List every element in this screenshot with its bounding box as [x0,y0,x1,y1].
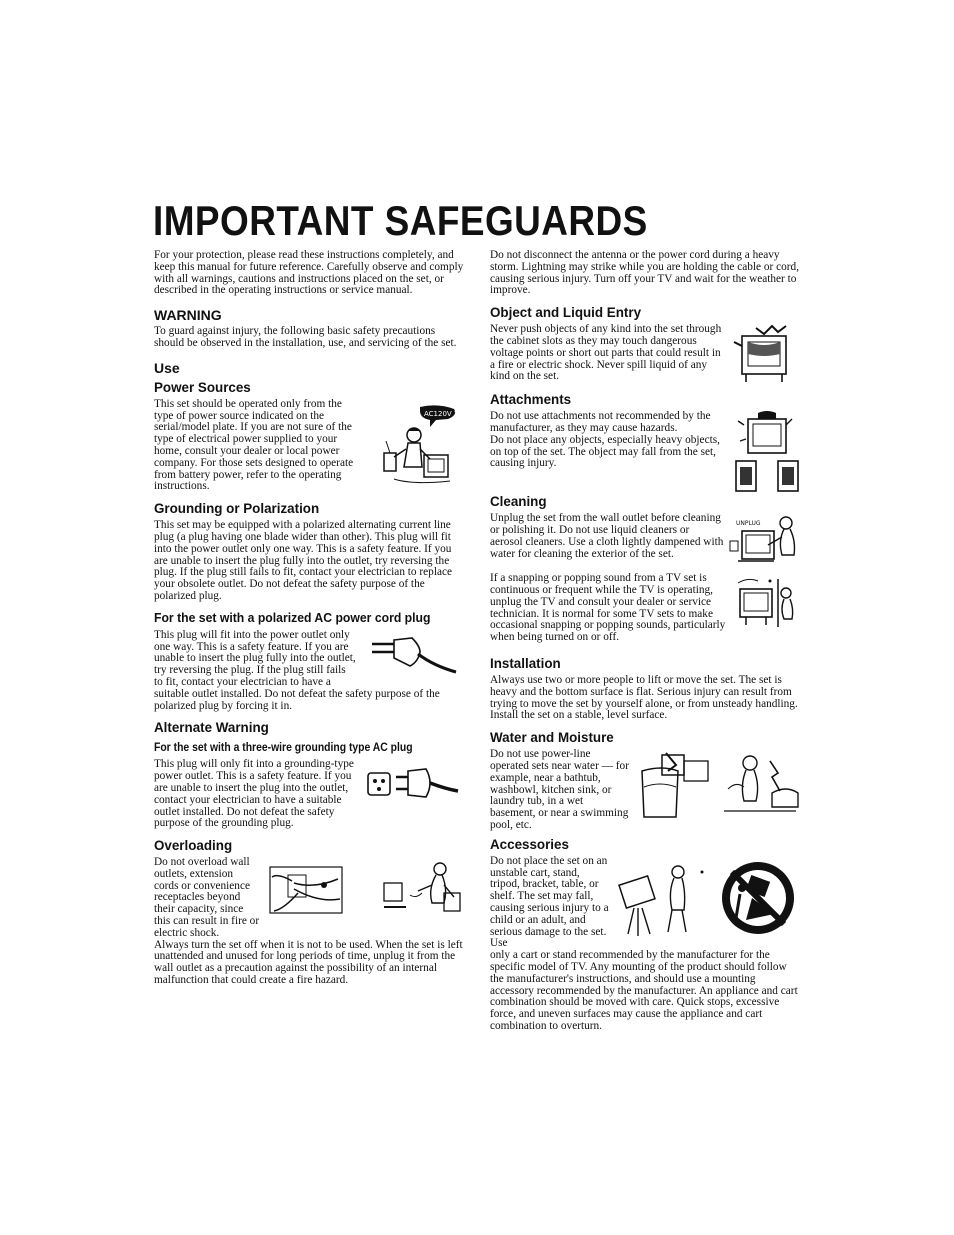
attachments-text-2: Do not place any objects, especially heavy objects, on top of the set. The object may fall from the set, causing injury. [490,433,720,470]
polarized-plug-icon [360,632,460,678]
warning-text: To guard against injury, the following basic safety precautions should be observed in the installation, use, and servicing of the set. [154,325,457,349]
accessories-heading: Accessories [490,836,569,852]
accessories-illustration [612,858,800,944]
accessories-text-1: Do not place the set on an unstable cart, stand, tripod, bracket, table, or shelf. The set may fall, causing serious injury to a child or an adult, and serious damage to the set. Use [490,854,609,950]
tv-popping-sound-icon [734,573,796,629]
left-column [154,250,464,987]
power-sources-text: This set should be operated only from the type of power source indicated on the serial/model plate. If you are not sure of the type of electrical power supplied to your home, consult your dealer or local power company. For those sets designed to operate from battery power, refer to the operating instructions. [154,397,354,493]
overloaded-outlet-icon [264,859,464,923]
object-liquid-heading: Object and Liquid Entry [490,305,642,321]
cart-tip-warning-icon [612,858,800,944]
grounding-heading: Grounding or Polarization [154,501,320,517]
grounding-plug-illustration [360,761,460,811]
page-title: IMPORTANT SAFEGUARDS [153,197,648,244]
overloading-illustration [264,859,464,923]
right-column [490,250,800,1033]
tv-heavy-objects-icon [732,411,800,493]
lightning-text: Do not disconnect the antenna or the power cord during a heavy storm. Lightning may strike while you are holding the cable or cord, causing serious injury. Turn off your TV and wait for the weather to improve. [490,249,800,297]
alternate-warning-text: This plug will only fit into a grounding-type power outlet. This is a safety feature. If you are unable to insert the plug into the outlet, contact your electrician to have a suitable outlet installed. Do not defeat the safety purpose of the grounding plug. [154,758,354,830]
three-prong-plug-icon [360,761,460,811]
object-liquid-text: Never push objects of any kind into the set through the cabinet slots as they may touch dangerous voltage points or short out parts that could result in a fire or electric shock. Never spill liquid of any kind on the set. [490,323,722,383]
voltage-bubble-text: AC120V ? [424,409,458,418]
man-tv-question-icon [358,401,458,487]
unplug-cleaning-icon [728,513,800,567]
warning-heading: WARNING [154,307,222,324]
unplug-label: UNPLUG [736,520,761,528]
attachments-heading: Attachments [490,392,572,408]
overloading-heading: Overloading [154,838,233,854]
installation-heading: Installation [490,655,561,671]
object-liquid-illustration [732,324,794,384]
attachments-text-1: Do not use attachments not recommended by the manufacturer, as they may cause hazards. [490,410,711,434]
cleaning-illustration [728,513,800,567]
power-sources-illustration [358,401,458,487]
polarized-plug-heading: For the set with a polarized AC power cord plug [154,610,431,625]
cleaning-text-1: Unplug the set from the wall outlet before cleaning or polishing it. Do not use liquid cleaners or aerosol cleaners. Use a cloth lightly dampened with water for cleaning the exterior of the set. [490,512,724,560]
grounding-text: This set may be equipped with a polarized alternating current line plug (a plug having one blade wider than other). This plug will fit into the power outlet only one way. This is a safety feature. If you are unable to insert the plug fully into the outlet, try reversing the plug. If the plug still fails to fit, contact your electrician to replace your obsolete outlet. Do not defeat the safety purpose of the polarized plug. [154,519,453,602]
overloading-text-2: Always turn the set off when it is not to be used. When the set is left unattended and unused for long periods of time, unplug it from the wall outlet as a precaution against the possibility of an internal malfunction that could create a fire hazard. [154,938,463,987]
installation-text-1: Always use two or more people to lift or move the set. The set is heavy and the bottom surface is flat. Serious injury can result from trying to move the set by yourself alone, or from unsteady handling. [490,673,798,710]
popping-sound-illustration [734,573,796,629]
overloading-text-1: Do not overload wall outlets, extension cords or convenience receptacles beyond their capacity, since this can result in fire or electric shock. [154,856,260,939]
polarized-plug-illustration [360,632,460,678]
polarized-plug-text: This plug will fit into the power outlet only one way. This is a safety feature. If you are unable to insert the plug fully into the outlet, try reversing the plug. If the plug still fails to fit, contact your electrician to have a suitable outlet installed. Do not defeat the safety purpose of the polarized plug by forcing it in. [154,628,440,712]
cleaning-heading: Cleaning [490,494,547,510]
use-heading: Use [154,359,180,376]
cleaning-text-2: If a snapping or popping sound from a TV set is continuous or frequent while the TV is operating, unplug the TV and consult your dealer or service technician. It is normal for some TV sets to make occasional snapping or popping sounds, particularly when being turned on or off. [490,572,726,644]
tv-near-water-icon [632,751,800,821]
power-sources-heading: Power Sources [154,379,251,395]
accessories-text-2: only a cart or stand recommended by the manufacturer for the specific model of TV. Any mounting of the product should follow the manufacturer's instructions, and should use a mounting accessory recommended by the manufacturer. An appliance and cart combination should be moved with care. Quick stops, excessive force, and uneven surfaces may cause the appliance and cart combination to overturn. [490,949,798,1032]
alternate-warning-heading: Alternate Warning [154,720,269,736]
alternate-warning-subheading: For the set with a three-wire grounding type AC plug [154,740,413,755]
tv-spill-icon [732,324,794,384]
water-illustration [632,751,800,821]
intro-text: For your protection, please read these instructions completely, and keep this manual for future reference. Carefully observe and comply with all warnings, cautions and instructions placed on the set, or described in the operating instructions or service manual. [154,249,464,297]
installation-text-2: Install the set on a stable, level surface. [490,709,668,722]
water-text: Do not use power-line operated sets near water — for example, near a bathtub, washbowl, kitchen sink, or laundry tub, in a wet basement, or near a swimming pool, etc. [490,748,629,831]
attachments-illustration [732,411,800,493]
water-heading: Water and Moisture [490,730,614,746]
